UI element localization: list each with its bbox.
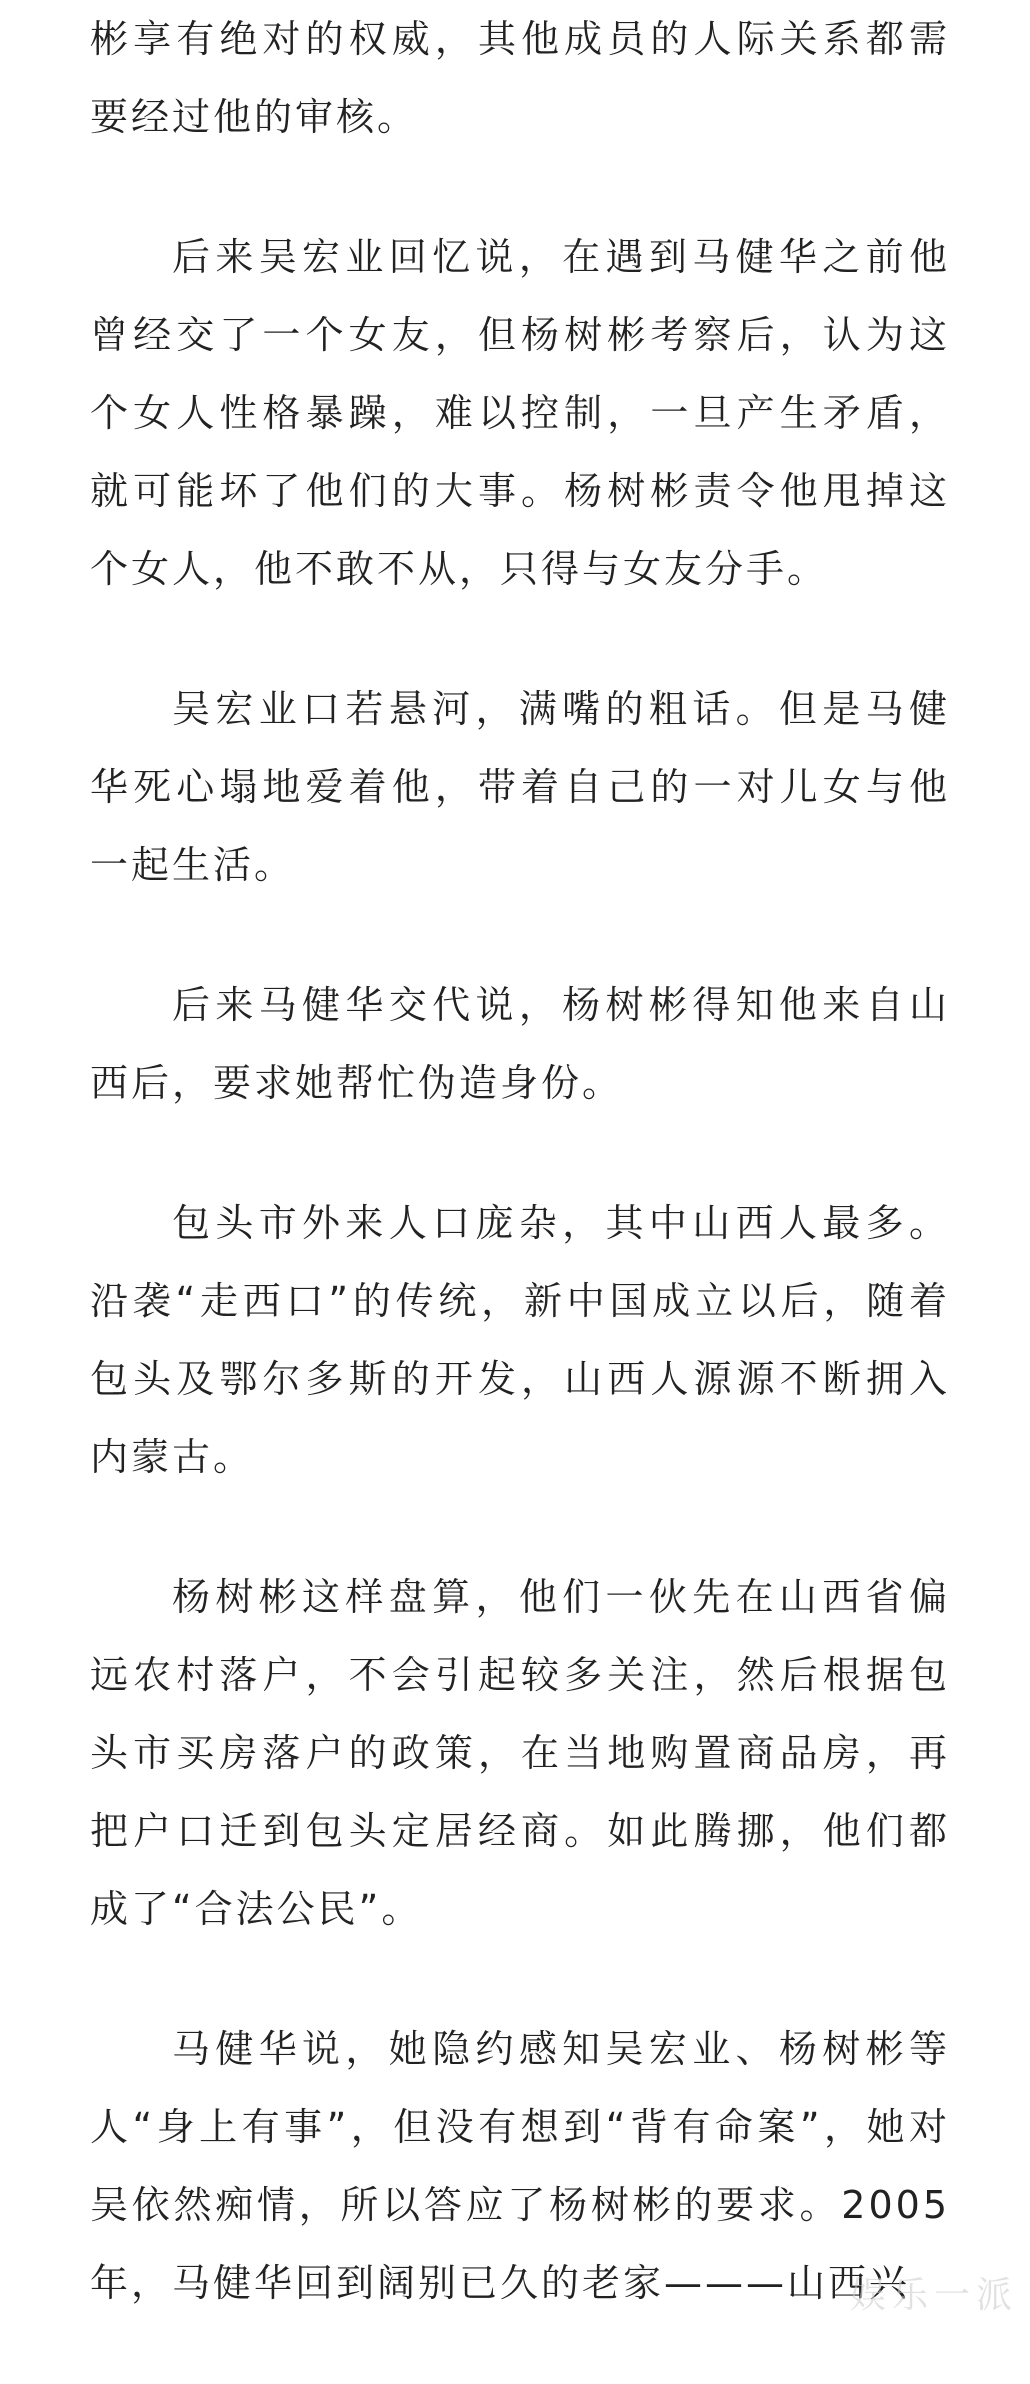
article-paragraph: 吴宏业口若悬河，满嘴的粗话。但是马健华死心塌地爱着他，带着自己的一对儿女与他一起生活。 [90,687,950,887]
article-paragraph: 后来马健华交代说，杨树彬得知他来自山西后，要求她帮忙伪造身份。 [90,983,950,1105]
article-paragraph: 杨树彬这样盘算，他们一伙先在山西省偏远农村落户，不会引起较多关注，然后根据包头市买房落户的政策，在当地购置商品房，再把户口迁到包头定居经商。如此腾挪，他们都成了“合法公民”。 [90,1575,950,1931]
article-body [90,0,950,2384]
article-paragraph: 马健华说，她隐约感知吴宏业、杨树彬等人“身上有事”，但没有想到“背有命案”，她对吴依然痴情，所以答应了杨树彬的要求。2005年，马健华回到阔别已久的老家———山西兴 [90,2027,950,2305]
article-paragraph: 包头市外来人口庞杂，其中山西人最多。沿袭“走西口”的传统，新中国成立以后，随着包头及鄂尔多斯的开发，山西人源源不断拥入内蒙古。 [90,1201,950,1479]
watermark: 娱乐一派 [849,2275,1018,2316]
article-paragraph: 彬享有绝对的权威，其他成员的人际关系都需要经过他的审核。 [90,17,950,139]
article-paragraph: 后来吴宏业回忆说，在遇到马健华之前他曾经交了一个女友，但杨树彬考察后，认为这个女人性格暴躁，难以控制，一旦产生矛盾，就可能坏了他们的大事。杨树彬责令他甩掉这个女人，他不敢不从，只得与女友分手。 [90,235,950,591]
